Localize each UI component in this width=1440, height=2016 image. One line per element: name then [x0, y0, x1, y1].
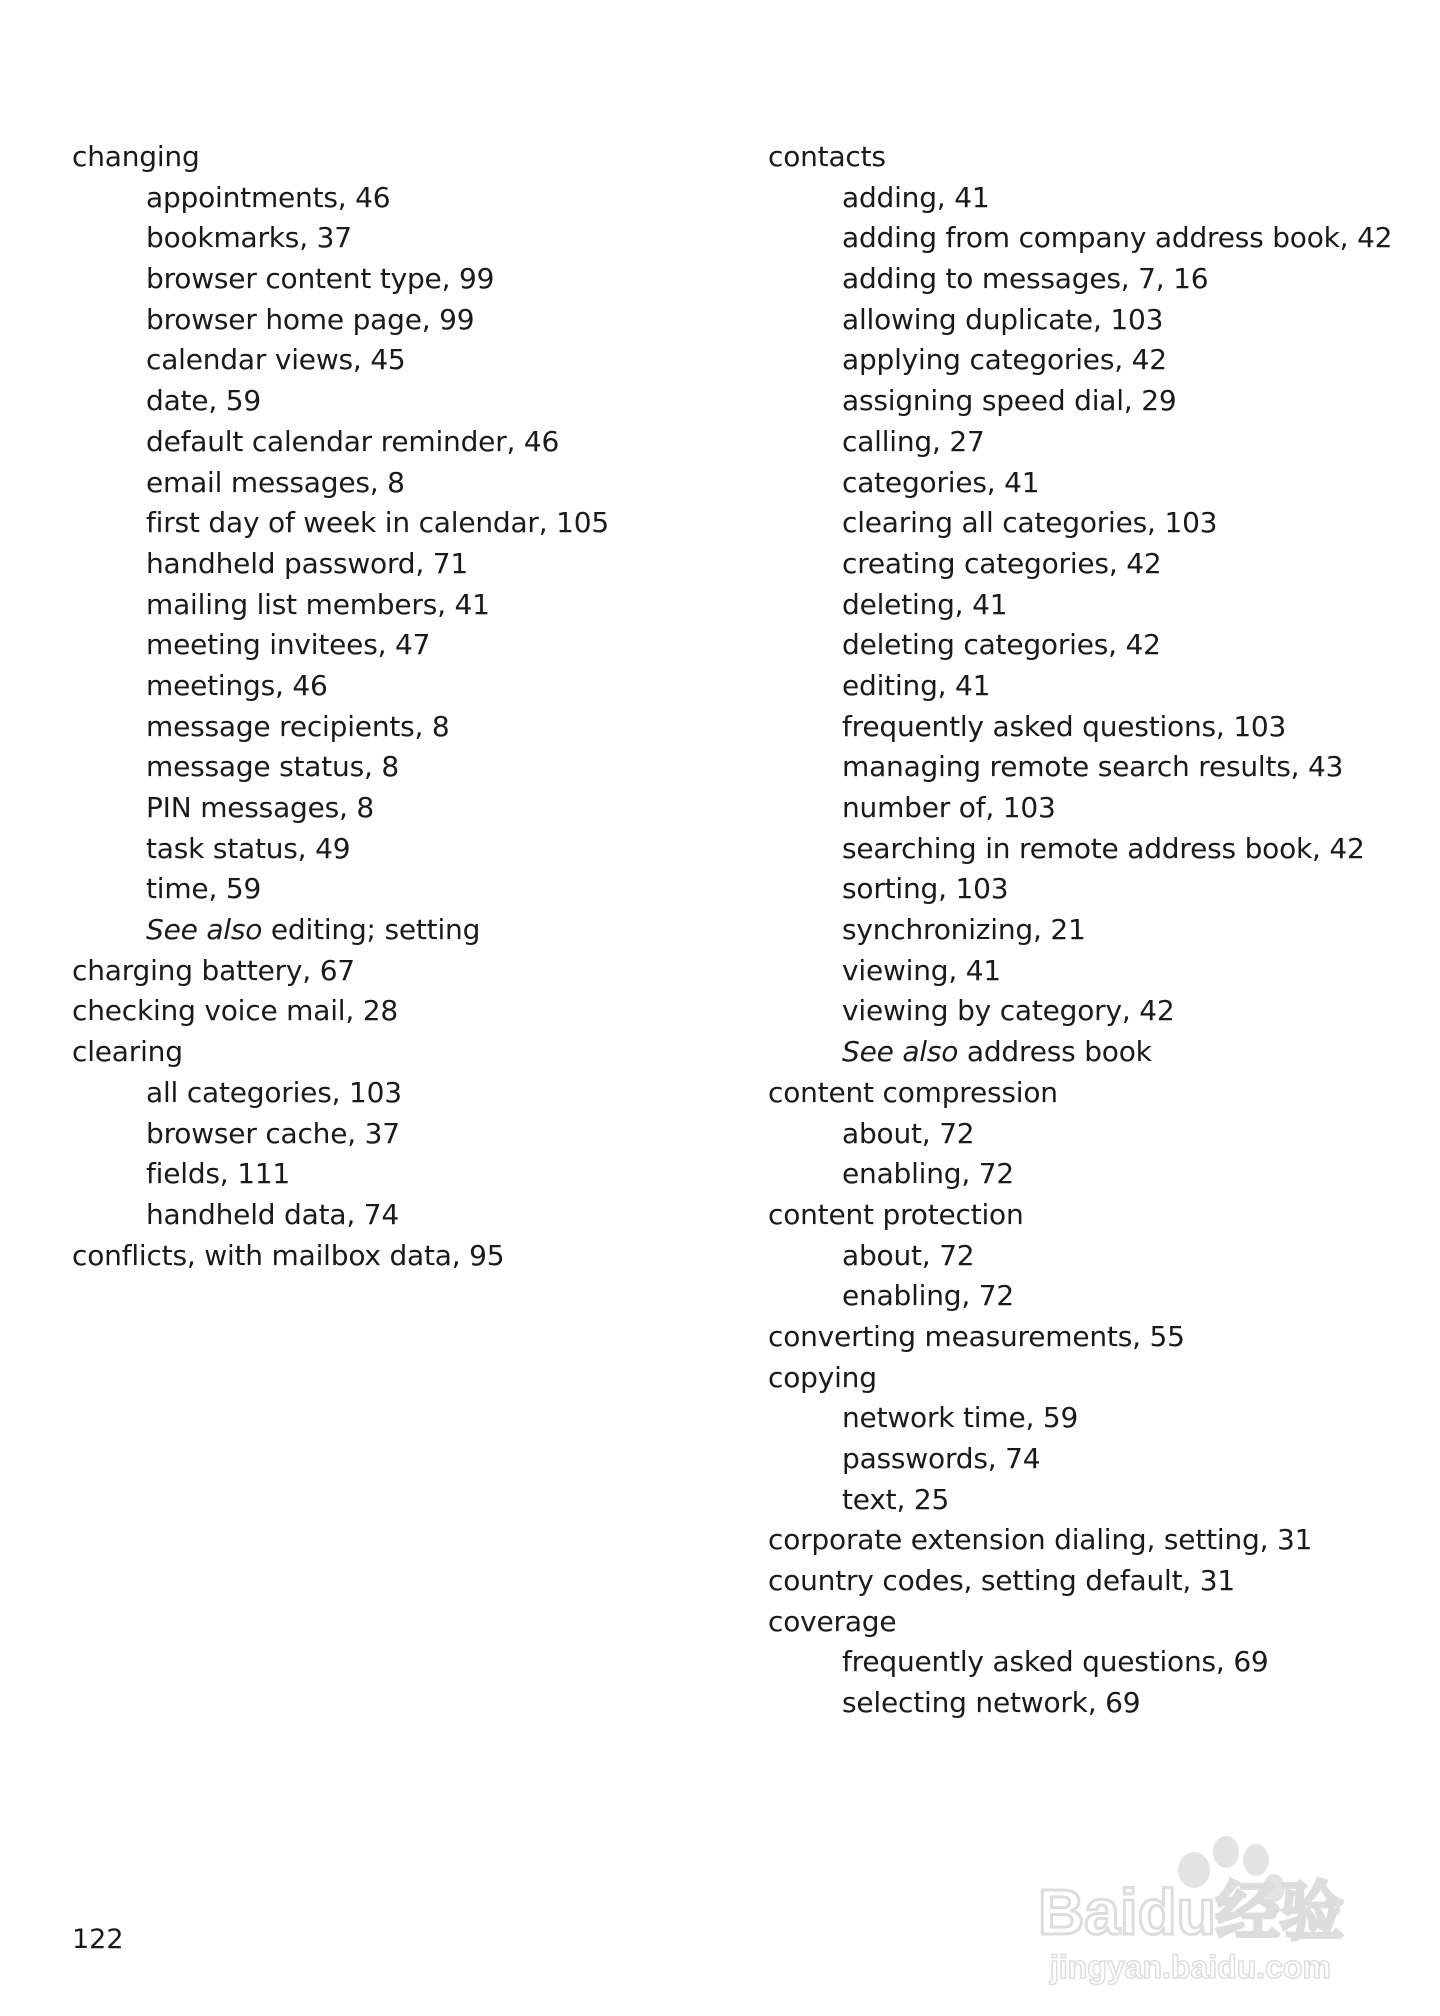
index-subentry: meetings, 46	[146, 668, 328, 702]
index-subentry: first day of week in calendar, 105	[146, 506, 609, 540]
index-subentry: browser content type, 99	[146, 262, 495, 296]
index-entry: checking voice mail, 28	[72, 994, 398, 1028]
index-subentry: PIN messages, 8	[146, 791, 375, 824]
see-also-target: address book	[958, 1035, 1152, 1069]
index-subentry	[72, 910, 712, 951]
index-subentry: message status, 8	[146, 750, 399, 784]
index-subentry: editing, 41	[842, 668, 991, 702]
index-subentry: adding from company address book, 42	[842, 221, 1393, 255]
index-subentry: handheld data, 74	[146, 1197, 399, 1231]
index-subentry: frequently asked questions, 69	[842, 1645, 1269, 1679]
index-subentry: clearing all categories, 103	[842, 506, 1218, 540]
index-subentry: passwords, 74	[842, 1442, 1041, 1475]
index-entry: copying	[768, 1360, 877, 1394]
index-entry: corporate extension dialing, setting, 31	[768, 1523, 1313, 1557]
index-subentry: enabling, 72	[842, 1157, 1015, 1191]
index-entry: country codes, setting default, 31	[768, 1564, 1236, 1598]
index-subentry: network time, 59	[842, 1401, 1079, 1435]
watermark-url: jingyan.baidu.com	[1050, 1949, 1331, 1985]
index-subentry: calling, 27	[842, 424, 985, 458]
index-subentry: date, 59	[146, 384, 261, 418]
index-subentry: frequently asked questions, 103	[842, 709, 1287, 743]
index-subentry: task status, 49	[146, 831, 351, 865]
index-subentry: about, 72	[842, 1116, 975, 1150]
index-entry: contacts	[768, 140, 886, 173]
index-subentry: sorting, 103	[842, 872, 1009, 906]
baidu-jingyan-watermark	[1034, 1822, 1384, 1992]
index-entry: conflicts, with mailbox data, 95	[72, 1238, 505, 1272]
index-subentry: creating categories, 42	[842, 546, 1162, 580]
index-subentry: deleting categories, 42	[842, 628, 1161, 662]
index-subentry: searching in remote address book, 42	[842, 831, 1365, 865]
index-entry: clearing	[72, 1035, 183, 1069]
index-column-left	[72, 137, 712, 1276]
index-subentry: meeting invitees, 47	[146, 628, 431, 662]
index-subentry: default calendar reminder, 46	[146, 424, 560, 458]
page-number: 122	[72, 1924, 124, 1955]
index-entry: content compression	[768, 1075, 1058, 1109]
index-subentry: categories, 41	[842, 465, 1040, 499]
index-entry: converting measurements, 55	[768, 1319, 1185, 1353]
index-entry: coverage	[768, 1604, 897, 1638]
index-entry: content protection	[768, 1197, 1024, 1231]
index-subentry: fields, 111	[146, 1157, 291, 1191]
index-column-right	[768, 137, 1408, 1724]
index-subentry: adding, 41	[842, 180, 990, 214]
index-subentry	[768, 1032, 1408, 1073]
see-also-label: See also	[146, 913, 263, 947]
see-also-target: editing; setting	[262, 913, 481, 947]
index-subentry: enabling, 72	[842, 1279, 1015, 1313]
index-subentry: applying categories, 42	[842, 343, 1167, 377]
index-subentry: all categories, 103	[146, 1075, 402, 1109]
index-subentry: browser home page, 99	[146, 302, 475, 336]
index-subentry: about, 72	[842, 1238, 975, 1272]
index-subentry: deleting, 41	[842, 587, 1008, 621]
index-subentry: message recipients, 8	[146, 709, 450, 743]
index-entry: charging battery, 67	[72, 953, 355, 987]
see-also-label: See also	[842, 1035, 959, 1069]
index-subentry: email messages, 8	[146, 465, 405, 499]
index-subentry: bookmarks, 37	[146, 221, 352, 255]
index-subentry: mailing list members, 41	[146, 587, 490, 621]
index-subentry: adding to messages, 7, 16	[842, 262, 1209, 296]
index-subentry: time, 59	[146, 872, 262, 906]
index-subentry: synchronizing, 21	[842, 913, 1086, 947]
index-subentry: viewing by category, 42	[842, 994, 1175, 1028]
index-subentry: selecting network, 69	[842, 1686, 1141, 1720]
index-subentry: appointments, 46	[146, 180, 391, 214]
index-subentry: viewing, 41	[842, 953, 1002, 987]
index-subentry: number of, 103	[842, 791, 1056, 824]
index-subentry: calendar views, 45	[146, 343, 406, 377]
index-entry: changing	[72, 140, 200, 173]
index-subentry: handheld password, 71	[146, 546, 469, 580]
index-subentry: managing remote search results, 43	[842, 750, 1344, 784]
index-subentry: assigning speed dial, 29	[842, 384, 1177, 418]
index-subentry: text, 25	[842, 1482, 950, 1516]
index-subentry: browser cache, 37	[146, 1116, 400, 1150]
watermark-brand: Baidu经验	[1038, 1876, 1344, 1948]
index-subentry: allowing duplicate, 103	[842, 302, 1164, 336]
